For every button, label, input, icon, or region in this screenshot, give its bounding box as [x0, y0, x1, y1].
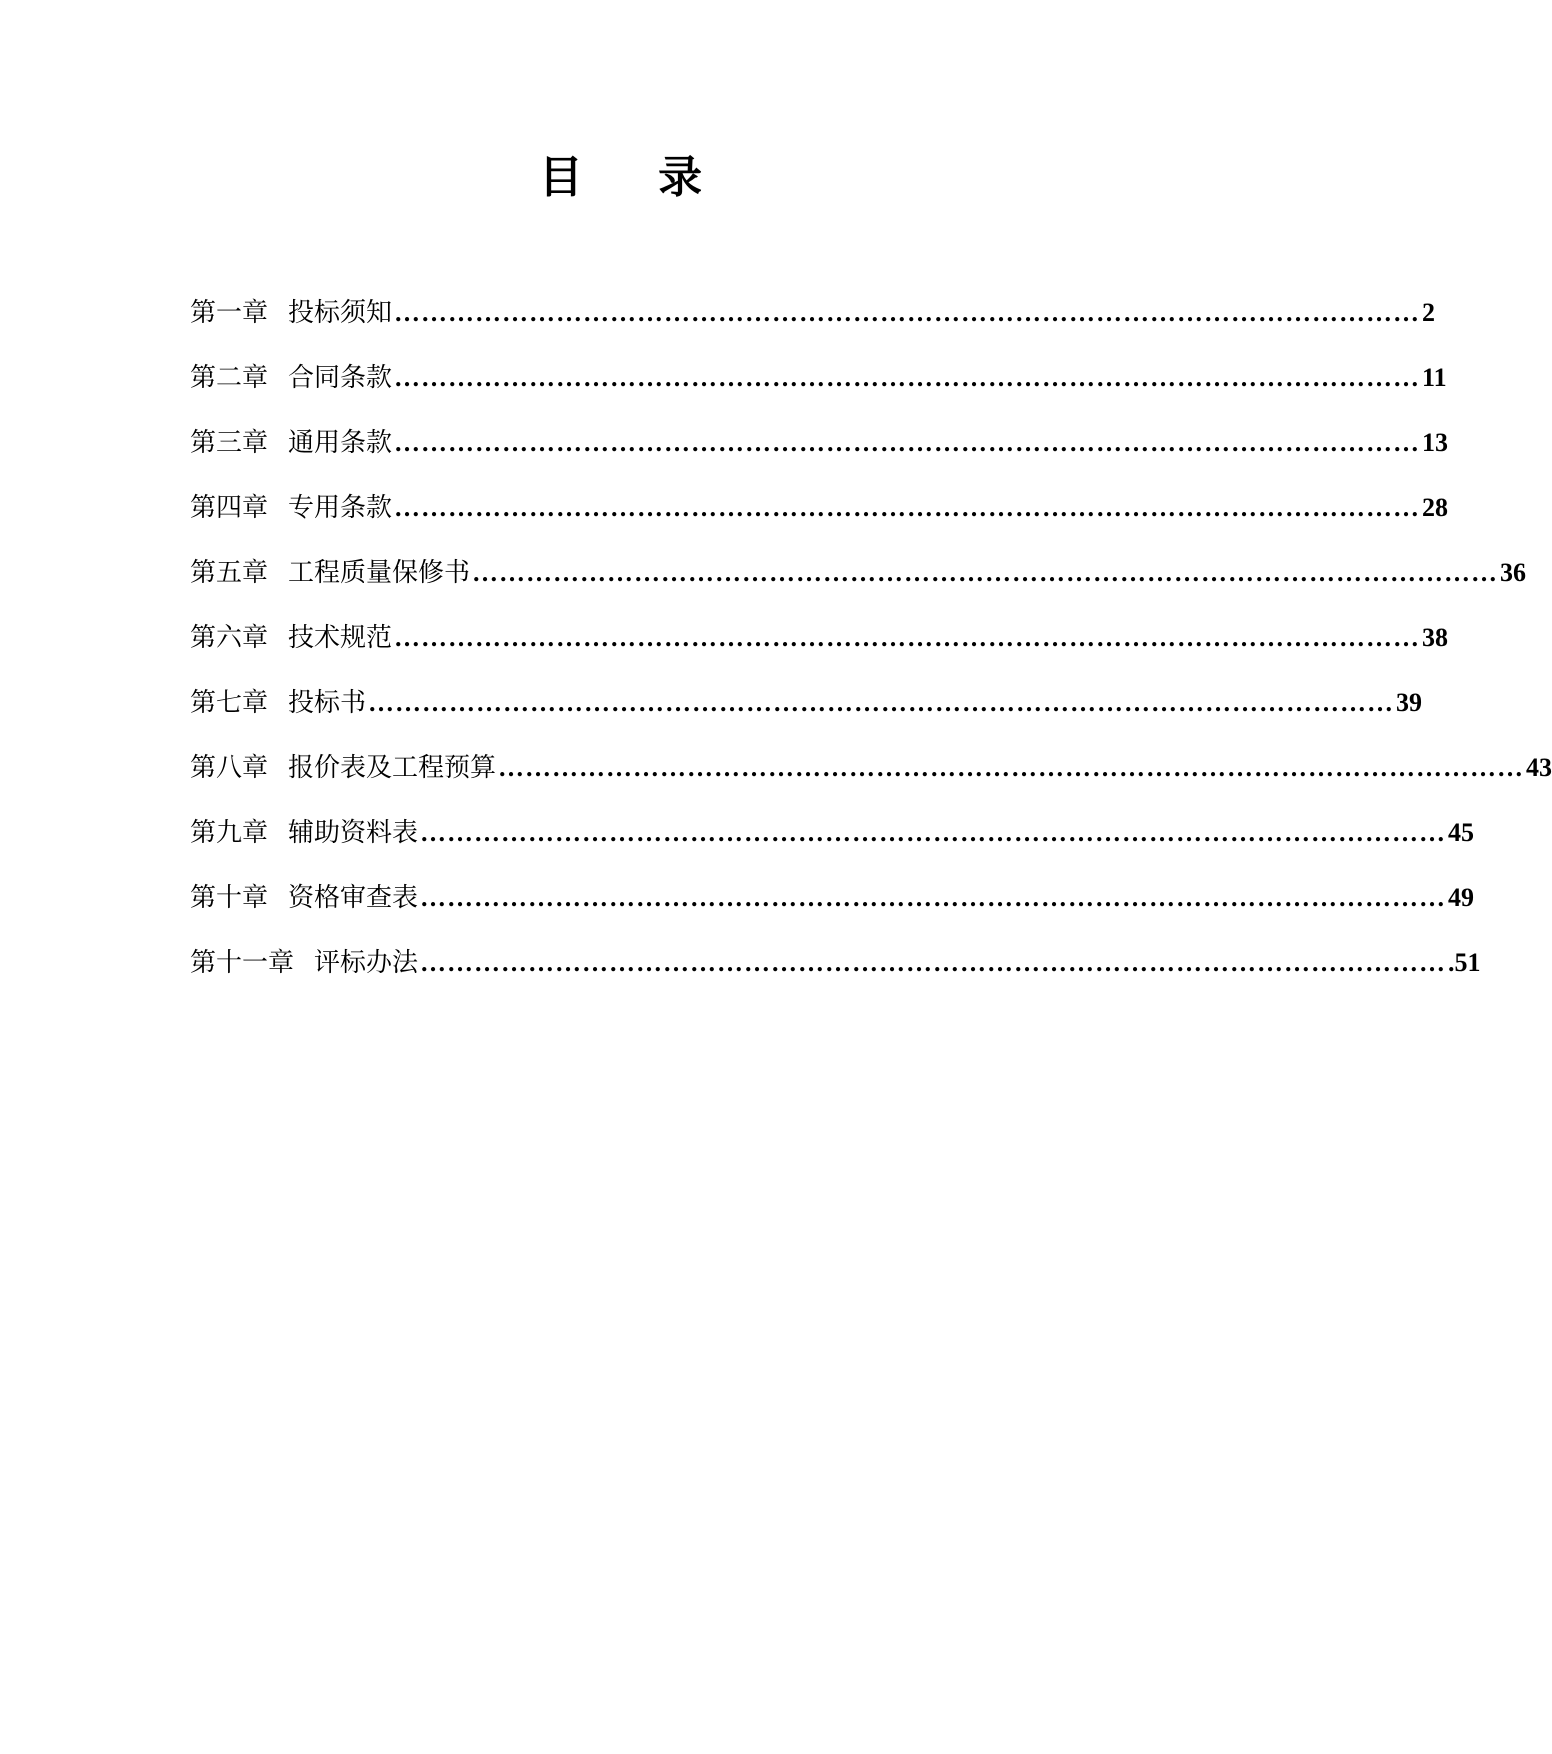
toc-chapter-number: 第一章 [190, 298, 269, 328]
toc-page-number: 2 [1422, 298, 1436, 327]
toc-title: 目 录 [538, 152, 733, 203]
toc-page-number: 36 [1500, 558, 1527, 587]
toc-dot-leader: …………………………………………………………………………………………………… [420, 883, 1447, 912]
toc-chapter-number: 第三章 [190, 428, 269, 458]
toc-entry[interactable] [190, 743, 1552, 808]
toc-chapter-number: 第八章 [190, 753, 269, 783]
toc-entry[interactable] [190, 418, 1449, 483]
toc-chapter-title: 通用条款 [288, 428, 393, 458]
toc-entry[interactable] [190, 353, 1447, 418]
toc-chapter-number: 第五章 [190, 558, 269, 588]
toc-dot-leader: …………………………………………………………………………………………………… [368, 688, 1395, 717]
toc-page-number: 11 [1422, 363, 1447, 392]
toc-entry[interactable] [190, 678, 1423, 743]
toc-page-number: 39 [1396, 688, 1423, 717]
toc-chapter-title: 技术规范 [288, 623, 393, 653]
toc-entry[interactable] [190, 288, 1436, 353]
toc-entry[interactable] [190, 873, 1475, 938]
toc-chapter-title: 合同条款 [288, 363, 393, 393]
toc-entry[interactable] [190, 548, 1527, 613]
toc-page-number: 43 [1526, 753, 1552, 782]
toc-chapter-number: 第七章 [190, 688, 269, 718]
toc-chapter-number: 第二章 [190, 363, 269, 393]
toc-page-number: 49 [1448, 883, 1475, 912]
toc-dot-leader: …………………………………………………………………………………………………… [498, 753, 1525, 782]
toc-chapter-title: 辅助资料表 [288, 818, 419, 848]
toc-page-number: 45 [1448, 818, 1475, 847]
toc-chapter-title: 专用条款 [288, 493, 393, 523]
toc-dot-leader: …………………………………………………………………………………………………… [394, 623, 1421, 652]
toc-entry[interactable] [190, 483, 1449, 548]
toc-dot-leader: …………………………………………………………………………………………………… [420, 818, 1447, 847]
toc-dot-leader: …………………………………………………………………………………………………… [394, 298, 1421, 327]
toc-page-number: 13 [1422, 428, 1449, 457]
toc-chapter-number: 第十章 [190, 883, 269, 913]
toc-chapter-number: 第十一章 [190, 948, 295, 978]
toc-chapter-number: 第四章 [190, 493, 269, 523]
toc-entry[interactable] [190, 808, 1475, 873]
toc-chapter-title: 投标须知 [288, 298, 393, 328]
toc-list [190, 288, 1552, 1003]
toc-dot-leader: …………………………………………………………………………………………………… [394, 493, 1421, 522]
toc-chapter-number: 第九章 [190, 818, 269, 848]
toc-page-number: 28 [1422, 493, 1449, 522]
toc-entry[interactable] [190, 938, 1481, 1003]
toc-dot-leader: …………………………………………………………………………………………………… [394, 428, 1421, 457]
toc-dot-leader: …………………………………………………………………………………………………… [394, 363, 1421, 392]
toc-page-number: 38 [1422, 623, 1449, 652]
toc-page-number: .51 [1448, 948, 1481, 977]
toc-chapter-title: 报价表及工程预算 [288, 753, 497, 783]
toc-dot-leader: …………………………………………………………………………………………………… [420, 948, 1447, 977]
toc-dot-leader: …………………………………………………………………………………………………… [472, 558, 1499, 587]
toc-chapter-title: 评标办法 [314, 948, 419, 978]
toc-chapter-number: 第六章 [190, 623, 269, 653]
toc-entry[interactable] [190, 613, 1449, 678]
toc-chapter-title: 资格审查表 [288, 883, 419, 913]
toc-chapter-title: 投标书 [288, 688, 367, 718]
toc-chapter-title: 工程质量保修书 [288, 558, 471, 588]
